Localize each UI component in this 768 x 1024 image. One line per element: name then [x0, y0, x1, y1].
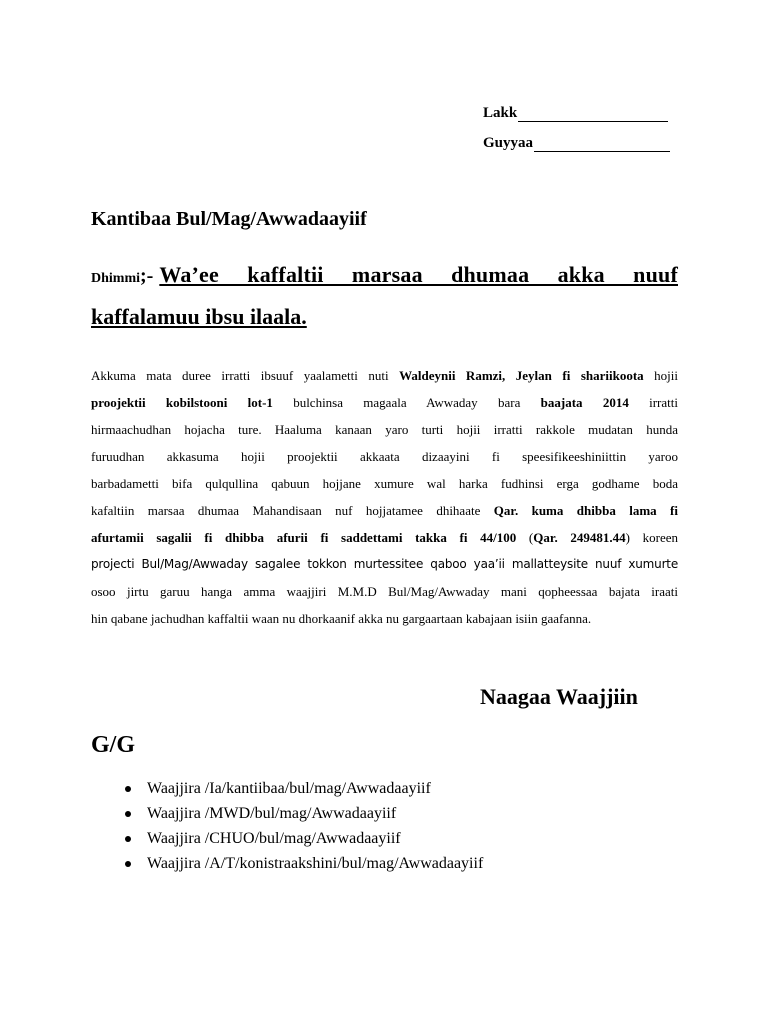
body-text: hojii	[643, 368, 678, 383]
cc-item	[125, 851, 483, 876]
body-line-4: furuudhan akkasuma hojii proojektii akkaata dizaayini fi speesifikeeshiniittin yaroo	[91, 449, 678, 464]
body-text: kafaltiin marsaa dhumaa Mahandisaan nuf hojjatamee dhihaate	[91, 503, 494, 518]
closing-salutation: Naagaa Waajjiin	[480, 684, 638, 709]
subject-prefix	[91, 262, 153, 288]
body-text: irratti	[628, 395, 678, 410]
bullet-icon	[125, 861, 131, 867]
cc-item-label: Waajjira /Ia/kantiibaa/bul/mag/Awwadaayiif	[147, 779, 431, 797]
cc-item	[125, 826, 483, 851]
cc-label: G/G	[91, 732, 136, 758]
reference-number-line	[483, 92, 670, 122]
body-line-7	[91, 524, 678, 551]
body-text: Akkuma mata duree irratti ibsuuf yaalametti nuti	[91, 368, 400, 383]
bullet-icon	[125, 811, 131, 817]
company-name: Waldeynii Ramzi, Jeylan fi shariikoota	[399, 368, 644, 383]
body-text: bulchinsa magaala Awwaday bara	[272, 395, 541, 410]
reference-number-label: Lakk	[483, 105, 518, 121]
cc-list	[125, 776, 483, 876]
body-line-8: projecti Bul/Mag/Awwaday sagalee tokkon murtessitee qaboo yaa’ii mallatteysite nuuf xumurte	[91, 557, 678, 571]
body-text: (	[516, 530, 534, 545]
letter-body	[91, 362, 678, 632]
subject-line-2: kaffalamuu ibsu ilaala.	[91, 304, 307, 329]
cc-item-label: Waajjira /MWD/bul/mag/Awwadaayiif	[147, 804, 397, 822]
amount-words: Qar. kuma dhibba lama fi	[493, 503, 678, 518]
addressee: Kantibaa Bul/Mag/Awwadaayiif	[91, 208, 367, 230]
project-name: proojektii kobilstooni lot-1	[91, 395, 273, 410]
body-line-5: barbadametti bifa qulqullina qabuun hojjane xumure wal harka fudhinsi erga godhame boda	[91, 476, 678, 491]
cc-item-label: Waajjira /A/T/konistraakshini/bul/mag/Awwadaayiif	[147, 854, 484, 872]
subject-separator: ;-	[140, 265, 154, 287]
body-line-10: hin qabane jachudhan kaffaltii waan nu dhorkaanif akka nu gargaartaan kabajaan isiin gaafanna.	[91, 611, 592, 626]
body-line-1	[91, 362, 678, 389]
date-line	[483, 122, 670, 152]
cc-item-label: Waajjira /CHUO/bul/mag/Awwadaayiif	[147, 829, 401, 847]
body-line-3: hirmaachudhan hojacha ture. Haaluma kanaan yaro turti hojii irratti rakkole mudatan hunda	[91, 422, 678, 437]
body-line-6	[91, 497, 678, 524]
budget-year: baajata 2014	[540, 395, 629, 410]
date-label: Guyyaa	[483, 135, 534, 151]
body-text: ) koreen	[625, 530, 678, 545]
amount-words: afurtamii sagalii fi dhibba afurii fi saddettami takka fi 44/100	[91, 530, 517, 545]
subject-prefix-label: Dhimmi	[91, 271, 140, 286]
cc-item	[125, 776, 483, 801]
bullet-icon	[125, 786, 131, 792]
reference-block	[483, 92, 670, 152]
subject-line-1: Wa’ee kaffaltii marsaa dhumaa akka nuuf	[159, 262, 678, 287]
body-line-2	[91, 389, 678, 416]
subject-block	[91, 262, 678, 330]
amount-figure: Qar. 249481.44	[533, 530, 626, 545]
date-blank	[534, 135, 670, 152]
cc-item	[125, 801, 483, 826]
reference-number-blank	[518, 105, 668, 122]
body-line-9: osoo jirtu garuu hanga amma waajjiri M.M.D Bul/Mag/Awwaday mani qopheessaa bajata iraati	[91, 584, 678, 599]
bullet-icon	[125, 836, 131, 842]
